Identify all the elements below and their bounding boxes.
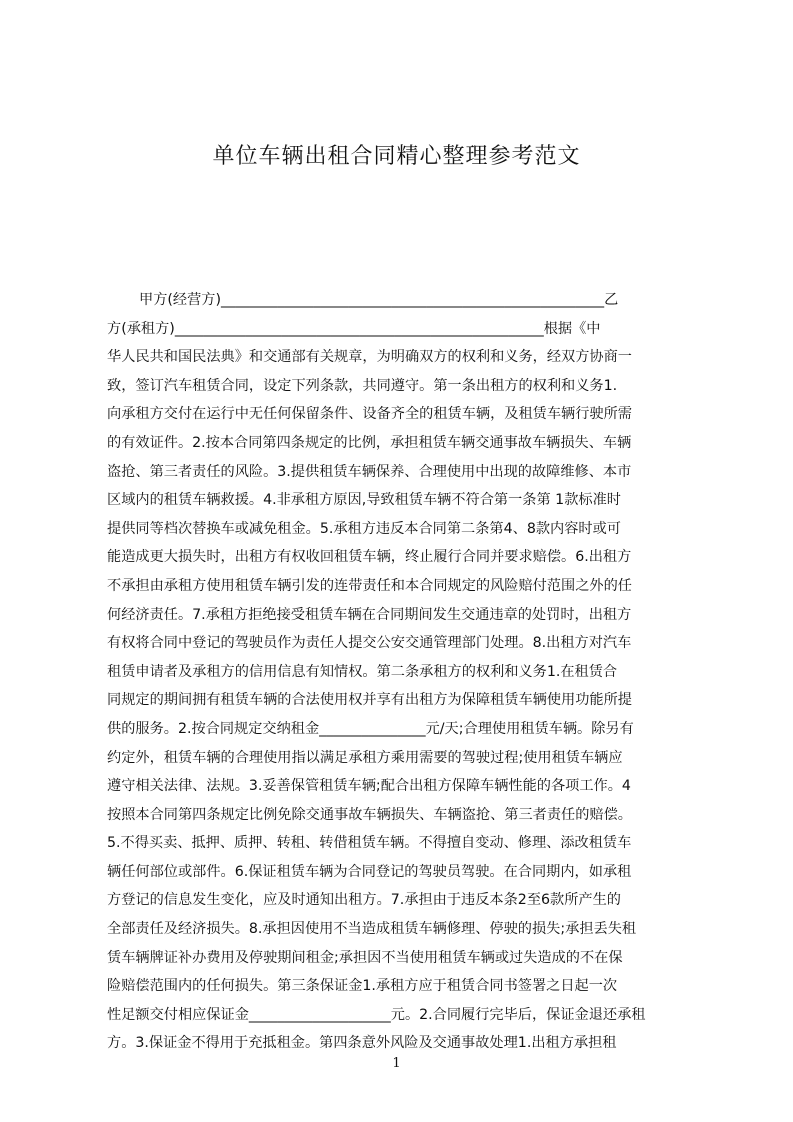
body-line: 约定外，租赁车辆的合理使用指以满足承租方乘用需要的驾驶过程;使用租赁车辆应 <box>107 749 623 766</box>
body-line: 有权将合同中登记的驾驶员作为责任人提交公安交通管理部门处理。8.出租方对汽车 <box>107 635 632 652</box>
body-line: 辆任何部位或部件。6.保证租赁车辆为合同登记的驾驶员驾驶。在合同期内，如承租 <box>107 863 632 880</box>
body-line: 不承担由承租方使用租赁车辆引发的连带责任和本合同规定的风险赔付范围之外的任 <box>107 577 632 594</box>
body-line: 华人民共和国民法典》和交通部有关规章，为明确双方的权利和义务，经双方协商一 <box>107 349 632 366</box>
contract-body <box>107 286 697 1058</box>
body-line: 向承租方交付在运行中无任何保留条件、设备齐全的租赁车辆，及租赁车辆行驶所需 <box>107 406 632 423</box>
body-line: 租赁申请者及承租方的信用信息有知情权。第二条承租方的权利和义务1.在租赁合 <box>107 663 618 680</box>
body-line: 遵守相关法律、法规。3.妥善保管租赁车辆;配合出租方保障车辆性能的各项工作。4 <box>107 778 631 795</box>
body-line: 全部责任及经济损失。8.承担因使用不当造成租赁车辆修理、停驶的损失;承担丢失租 <box>107 921 637 938</box>
body-line: 供的服务。2.按合同规定交纳租金_______________元/天;合理使用租赁车辆。除另有 <box>107 720 634 737</box>
body-line: 甲方(经营方)______________________________________________________乙 <box>139 292 619 308</box>
body-line: 同规定的期间拥有租赁车辆的合法使用权并享有出租方为保障租赁车辆使用功能所提 <box>107 692 632 709</box>
body-line: 按照本合同第四条规定比例免除交通事故车辆损失、车辆盗抢、第三者责任的赔偿。 <box>107 806 632 823</box>
body-line: 能造成更大损失时，出租方有权收回租赁车辆，终止履行合同并要求赔偿。6.出租方 <box>107 549 632 566</box>
body-line: 区域内的租赁车辆救援。4.非承租方原因,导致租赁车辆不符合第一条第 1款标准时 <box>107 492 621 509</box>
body-line: 性足额交付相应保证金____________________元。2.合同履行完毕后，保证金退还承租 <box>107 1006 646 1023</box>
body-line: 5.不得买卖、抵押、质押、转租、转借租赁车辆。不得擅自变动、修理、添改租赁车 <box>107 835 632 852</box>
body-line: 何经济责任。7.承租方拒绝接受租赁车辆在合同期间发生交通违章的处罚时，出租方 <box>107 606 632 623</box>
document-title: 单位车辆出租合同精心整理参考范文 <box>212 144 581 169</box>
body-line: 的有效证件。2.按本合同第四条规定的比例，承担租赁车辆交通事故车辆损失、车辆 <box>107 434 632 451</box>
body-line: 险赔偿范围内的任何损失。第三条保证金1.承租方应于租赁合同书签署之日起一次 <box>107 978 618 995</box>
body-line: 赁车辆牌证补办费用及停驶期间租金;承担因不当使用租赁车辆或过失造成的不在保 <box>107 949 623 966</box>
body-line: 方(承租方)____________________________________________________根据《中 <box>107 320 601 337</box>
body-line: 提供同等档次替换车或减免租金。5.承租方违反本合同第二条第4、8款内容时或可 <box>107 520 621 537</box>
body-line: 盗抢、第三者责任的风险。3.提供租赁车辆保养、合理使用中出现的故障维修、本市 <box>107 463 632 480</box>
body-line: 致，签订汽车租赁合同，设定下列条款，共同遵守。第一条出租方的权利和义务1. <box>107 377 618 394</box>
page-number: 1 <box>392 1056 401 1071</box>
body-line: 方。3.保证金不得用于充抵租金。第四条意外风险及交通事故处理1.出租方承担租 <box>107 1035 617 1052</box>
body-line: 方登记的信息发生变化，应及时通知出租方。7.承担由于违反本条2至6款所产生的 <box>107 892 621 909</box>
